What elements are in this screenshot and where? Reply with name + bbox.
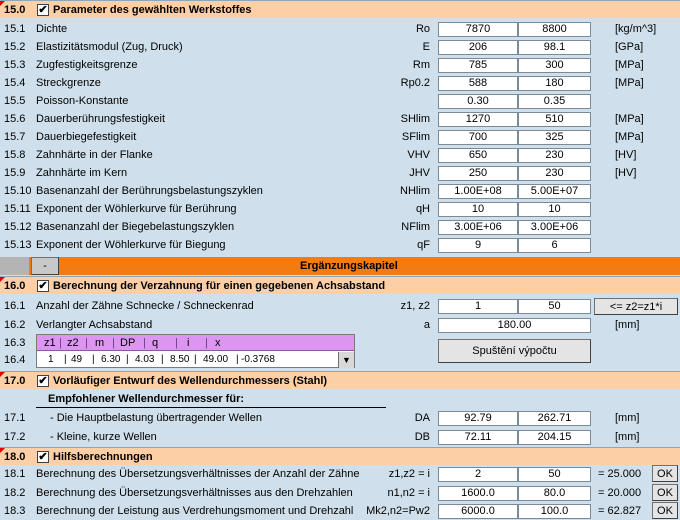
value-2: 6 xyxy=(518,238,591,253)
calc-z2-button[interactable]: <= z2=z1*i xyxy=(594,298,678,315)
row-symbol: qF xyxy=(417,239,430,251)
value-1: 1270 xyxy=(438,112,518,127)
row-symbol: DA xyxy=(414,412,430,424)
row-label: Berechnung der Leistung aus Verdrehungsmoment und Drehzahl xyxy=(36,505,354,517)
row-symbol: VHV xyxy=(407,149,430,161)
param-row xyxy=(0,182,680,200)
section-title: Hilfsberechnungen xyxy=(53,451,153,463)
row-symbol: NFlim xyxy=(401,221,430,233)
row-symbol: z1, z2 xyxy=(400,300,430,312)
start-calculation-button[interactable]: Spuštění výpočtu xyxy=(438,339,591,363)
row-symbol: E xyxy=(422,41,430,53)
row-unit: [mm] xyxy=(615,412,640,424)
row-number: 16.2 xyxy=(4,319,26,331)
row-number: 15.4 xyxy=(4,77,26,89)
param-row xyxy=(0,38,680,56)
input-2[interactable]: 80.0 xyxy=(518,486,591,501)
col-header: x xyxy=(215,337,221,349)
row-label: Berechnung des Übersetzungsverhältnisses aus den Drehzahlen xyxy=(36,487,353,499)
value-1: 7870 xyxy=(438,22,518,37)
value-2: 510 xyxy=(518,112,591,127)
row-symbol: NHlim xyxy=(400,185,430,197)
row-symbol: Mk2,n2=Pw2 xyxy=(366,505,430,517)
col-header: m xyxy=(95,337,105,349)
param-row xyxy=(0,110,680,128)
row-unit: [mm] xyxy=(615,431,640,443)
value-1: 0.30 xyxy=(438,94,518,109)
combo-cell: -0.3768 xyxy=(241,354,275,365)
row-number: 15.10 xyxy=(4,185,32,197)
row-label: Basenanzahl der Berührungsbelastungszyklen xyxy=(36,185,263,197)
row-unit: [MPa] xyxy=(615,59,644,71)
value-2: 98.1 xyxy=(518,40,591,55)
row-label: Dauerberührungsfestigkeit xyxy=(36,113,166,125)
section-title: Vorläufiger Entwurf des Wellendurchmessers (Stahl) xyxy=(53,375,328,387)
value-2: 325 xyxy=(518,130,591,145)
row-symbol: SFlim xyxy=(401,131,430,143)
col-header: i xyxy=(187,337,190,349)
subheading: Empfohlener Wellendurchmesser für: xyxy=(48,393,245,405)
row-label: Dichte xyxy=(36,23,68,35)
combo-value: 1 49 6.30 4.03 8.50 49.00 -0.3768 | | | | | | xyxy=(37,352,337,368)
row-label: Exponent der Wöhlerkurve für Biegung xyxy=(36,239,226,251)
result-value: = 20.000 xyxy=(598,487,642,499)
row-number: 15.1 xyxy=(4,23,26,35)
value-1: 3.00E+06 xyxy=(438,220,518,235)
row-number: 15.2 xyxy=(4,41,26,53)
row-number: 18.3 xyxy=(4,505,26,517)
divider xyxy=(36,407,386,408)
value-2: 10 xyxy=(518,202,591,217)
value-1: 785 xyxy=(438,58,518,73)
row-unit: [HV] xyxy=(615,149,637,161)
row-label: - Die Hauptbelastung übertragender Wellen xyxy=(50,412,262,424)
value-2: 180 xyxy=(518,76,591,91)
section-16-checkbox[interactable]: ✔ xyxy=(38,280,48,292)
row-symbol: Rm xyxy=(412,59,430,71)
row-label: Zugfestigkeitsgrenze xyxy=(36,59,138,71)
row-18-2 xyxy=(0,484,680,502)
value-2: 5.00E+07 xyxy=(518,184,591,199)
row-symbol: Ro xyxy=(415,23,430,35)
section-18-checkbox[interactable]: ✔ xyxy=(38,451,48,463)
row-number: 15.3 xyxy=(4,59,26,71)
row-label: Verlangter Achsabstand xyxy=(36,319,153,331)
param-row xyxy=(0,20,680,38)
ok-button[interactable]: OK xyxy=(652,465,678,482)
center-distance-input[interactable]: 180.00 xyxy=(438,318,591,333)
input-2[interactable]: 50 xyxy=(518,467,591,482)
row-number: 15.6 xyxy=(4,113,26,125)
param-row xyxy=(0,200,680,218)
row-label: Elastizitätsmodul (Zug, Druck) xyxy=(36,41,183,53)
section-16-header xyxy=(0,276,680,294)
supplement-title: Ergänzungskapitel xyxy=(300,260,398,272)
section-title: Berechnung der Verzahnung für einen gegebenen Achsabstand xyxy=(53,280,386,292)
param-row xyxy=(0,92,680,110)
value-1: 700 xyxy=(438,130,518,145)
row-label: Streckgrenze xyxy=(36,77,101,89)
col-header: DP xyxy=(120,337,136,349)
row-unit: [MPa] xyxy=(615,113,644,125)
value-1: 10 xyxy=(438,202,518,217)
row-label: Zahnhärte in der Flanke xyxy=(36,149,153,161)
row-16-2 xyxy=(0,316,680,334)
value-1: 206 xyxy=(438,40,518,55)
row-label: - Kleine, kurze Wellen xyxy=(50,431,157,443)
combo-cell: 49.00 xyxy=(203,354,229,365)
value-2: 3.00E+06 xyxy=(518,220,591,235)
row-label: Exponent der Wöhlerkurve für Berührung xyxy=(36,203,237,215)
row-symbol: Rp0.2 xyxy=(400,77,430,89)
value-1: 588 xyxy=(438,76,518,91)
value-1: 250 xyxy=(438,166,518,181)
section-18-header xyxy=(0,447,680,465)
value-1: 72.11 xyxy=(438,430,518,445)
combo-header: z1 z2 m DP q i x | | | | | | xyxy=(37,335,354,351)
row-number: 17.2 xyxy=(4,431,26,443)
row-label: Dauerbiegefestigkeit xyxy=(36,131,137,143)
value-1: 1.00E+08 xyxy=(438,184,518,199)
row-number: 18.1 xyxy=(4,468,26,480)
section-17-checkbox[interactable]: ✔ xyxy=(38,375,48,387)
ok-button[interactable]: OK xyxy=(652,484,678,501)
value-2: 204.15 xyxy=(518,430,591,445)
row-symbol: qH xyxy=(415,203,430,215)
param-row xyxy=(0,218,680,236)
row-number: 15.8 xyxy=(4,149,26,161)
collapse-button[interactable]: - xyxy=(31,257,59,275)
combo-cell: 8.50 xyxy=(170,354,190,365)
dropdown-arrow-icon[interactable]: ▼ xyxy=(338,352,354,368)
solution-combo[interactable] xyxy=(36,334,355,368)
value-2: 0.35 xyxy=(518,94,591,109)
result-value: = 62.827 xyxy=(598,505,642,517)
row-symbol: SHlim xyxy=(400,113,430,125)
section-number: 18.0 xyxy=(4,451,26,463)
row-17-2 xyxy=(0,428,680,446)
param-row xyxy=(0,146,680,164)
row-number: 15.5 xyxy=(4,95,26,107)
value-2: 262.71 xyxy=(518,411,591,426)
value-1: 650 xyxy=(438,148,518,163)
col-header: z2 xyxy=(67,337,79,349)
section-number: 15.0 xyxy=(4,4,26,16)
row-number: 18.2 xyxy=(4,487,26,499)
row-18-1 xyxy=(0,465,680,483)
value-2: 230 xyxy=(518,148,591,163)
row-symbol: n1,n2 = i xyxy=(387,487,430,499)
row-number: 17.1 xyxy=(4,412,26,424)
section-15-checkbox[interactable]: ✔ xyxy=(38,4,48,16)
value-2: 8800 xyxy=(518,22,591,37)
row-number: 15.12 xyxy=(4,221,32,233)
param-row xyxy=(0,128,680,146)
row-number: 15.11 xyxy=(4,203,31,215)
section-number: 17.0 xyxy=(4,375,26,387)
row-18-3 xyxy=(0,502,680,520)
input-2[interactable]: 100.0 xyxy=(518,504,591,519)
supplement-bar xyxy=(0,257,680,275)
param-row xyxy=(0,164,680,182)
row-number: 15.9 xyxy=(4,167,26,179)
section-title: Parameter des gewählten Werkstoffes xyxy=(53,4,252,16)
combo-cell: 49 xyxy=(71,354,83,365)
row-unit: [mm] xyxy=(615,319,640,331)
row-17-1 xyxy=(0,409,680,427)
row-number: 15.7 xyxy=(4,131,26,143)
combo-cell: 6.30 xyxy=(101,354,121,365)
row-label: Anzahl der Zähne Schnecke / Schneckenrad xyxy=(36,300,254,312)
row-unit: [MPa] xyxy=(615,77,644,89)
row-unit: [HV] xyxy=(615,167,637,179)
value-1: 92.79 xyxy=(438,411,518,426)
row-symbol: z1,z2 = i xyxy=(388,468,430,480)
row-symbol: JHV xyxy=(409,167,430,179)
row-symbol: a xyxy=(423,319,430,331)
value-1: 9 xyxy=(438,238,518,253)
section-15-header xyxy=(0,0,680,18)
row-symbol: DB xyxy=(414,431,430,443)
row-number: 15.13 xyxy=(4,239,32,251)
param-row xyxy=(0,74,680,92)
param-row xyxy=(0,236,680,254)
col-header: z1 xyxy=(44,337,56,349)
row-label: Poisson-Konstante xyxy=(36,95,129,107)
row-unit: [kg/m^3] xyxy=(615,23,657,35)
row-16-1 xyxy=(0,297,680,315)
row-label: Basenanzahl der Biegebelastungszyklen xyxy=(36,221,235,233)
input-1[interactable]: 1600.0 xyxy=(438,486,518,501)
row-17-sub xyxy=(0,390,680,408)
result-value: = 25.000 xyxy=(598,468,642,480)
z1-input[interactable]: 1 xyxy=(438,299,518,314)
supplement-spacer xyxy=(0,257,29,275)
ok-button[interactable]: OK xyxy=(652,502,678,519)
row-number: 16.3 xyxy=(4,337,26,349)
z2-input[interactable]: 50 xyxy=(518,299,591,314)
row-label: Berechnung des Übersetzungsverhältnisses der Anzahl der Zähne xyxy=(36,468,360,480)
row-label: Zahnhärte im Kern xyxy=(36,167,128,179)
row-16-3 xyxy=(0,334,680,370)
combo-cell: 1 xyxy=(48,354,54,365)
col-header: q xyxy=(152,337,159,349)
row-unit: [GPa] xyxy=(615,41,644,53)
row-unit: [MPa] xyxy=(615,131,644,143)
section-17-header xyxy=(0,371,680,389)
input-1[interactable]: 6000.0 xyxy=(438,504,518,519)
row-number: 16.4 xyxy=(4,354,26,366)
param-row xyxy=(0,56,680,74)
row-number: 16.1 xyxy=(4,300,26,312)
section-number: 16.0 xyxy=(4,280,26,292)
input-1[interactable]: 2 xyxy=(438,467,518,482)
value-2: 230 xyxy=(518,166,591,181)
combo-cell: 4.03 xyxy=(135,354,155,365)
value-2: 300 xyxy=(518,58,591,73)
